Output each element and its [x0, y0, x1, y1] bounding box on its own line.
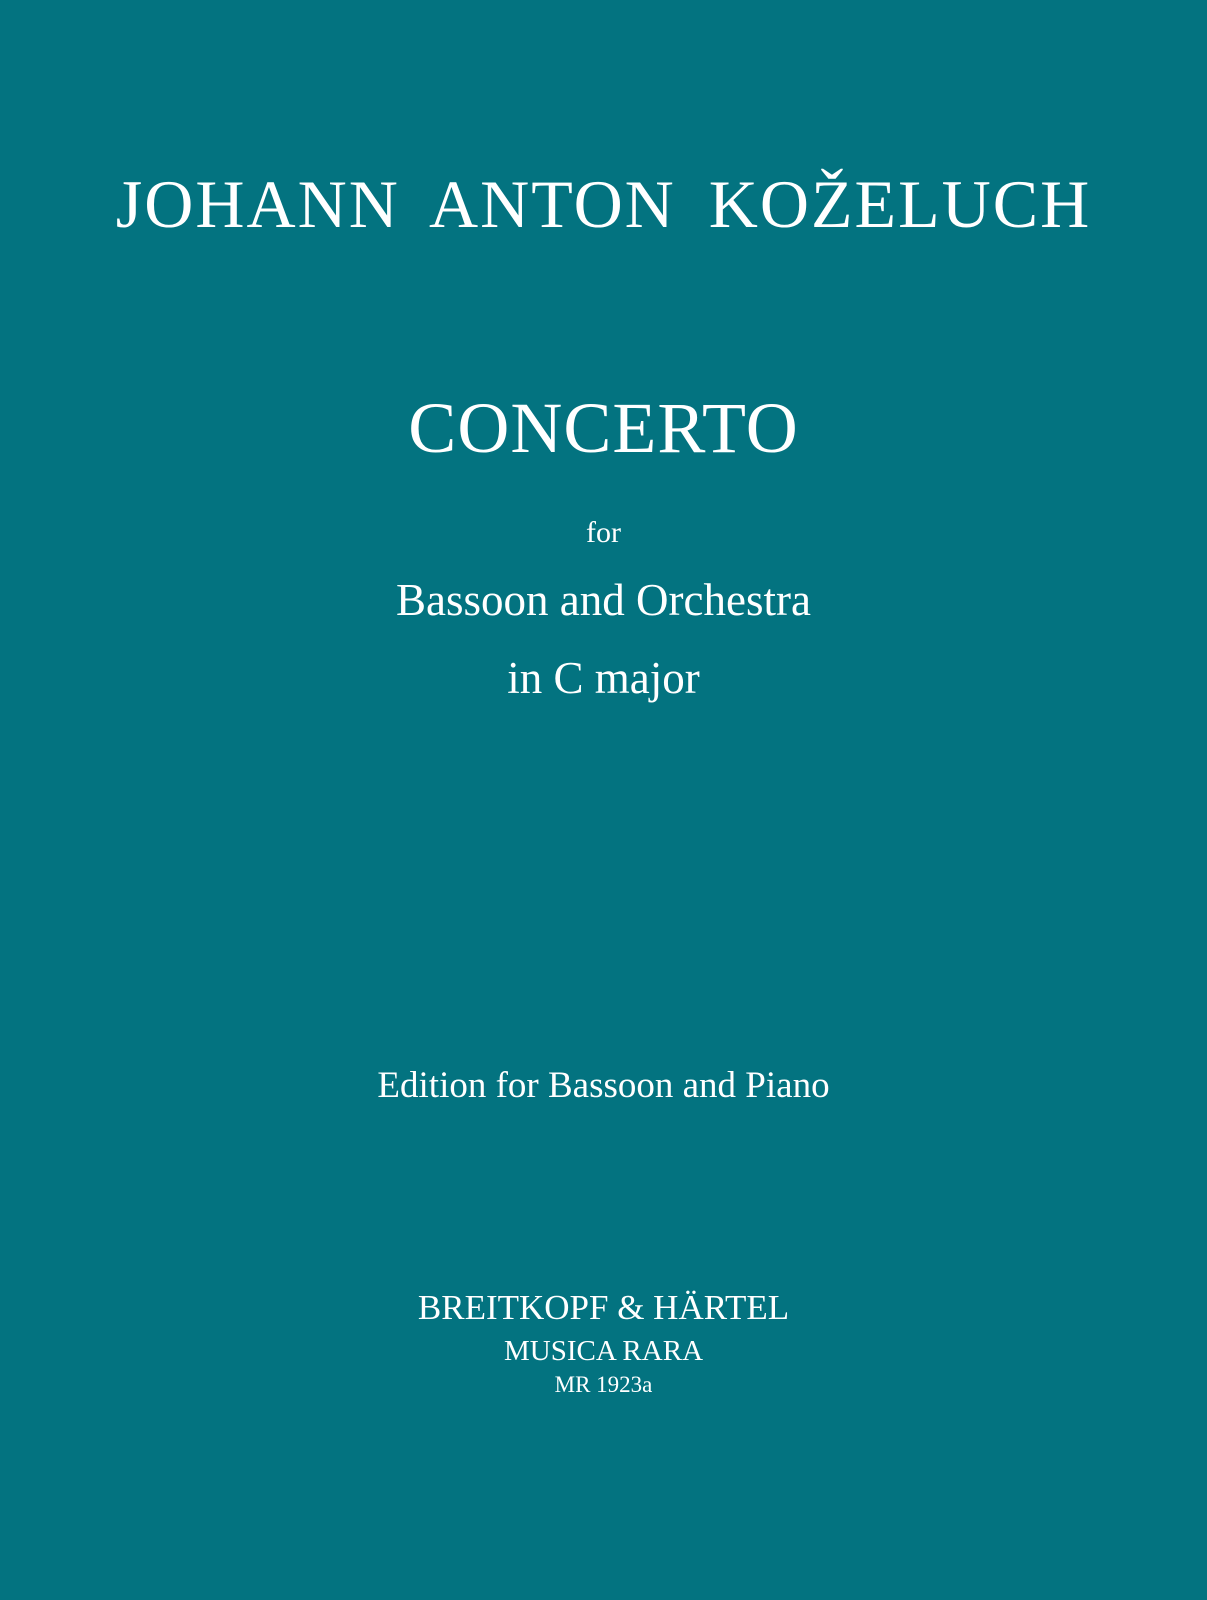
catalog-number: MR 1923a [554, 1372, 653, 1397]
imprint-name: MUSICA RARA [503, 1335, 704, 1367]
edition-note: Edition for Bassoon and Piano [377, 1065, 830, 1106]
instrumentation: Bassoon and Orchestra [396, 575, 811, 625]
key-signature: in C major [507, 653, 700, 703]
for-label: for [586, 516, 621, 549]
work-title: CONCERTO [408, 388, 799, 468]
composer-name: JOHANN ANTON KOŽELUCH [115, 166, 1092, 242]
publisher-name: BREITKOPF & HÄRTEL [417, 1288, 790, 1327]
